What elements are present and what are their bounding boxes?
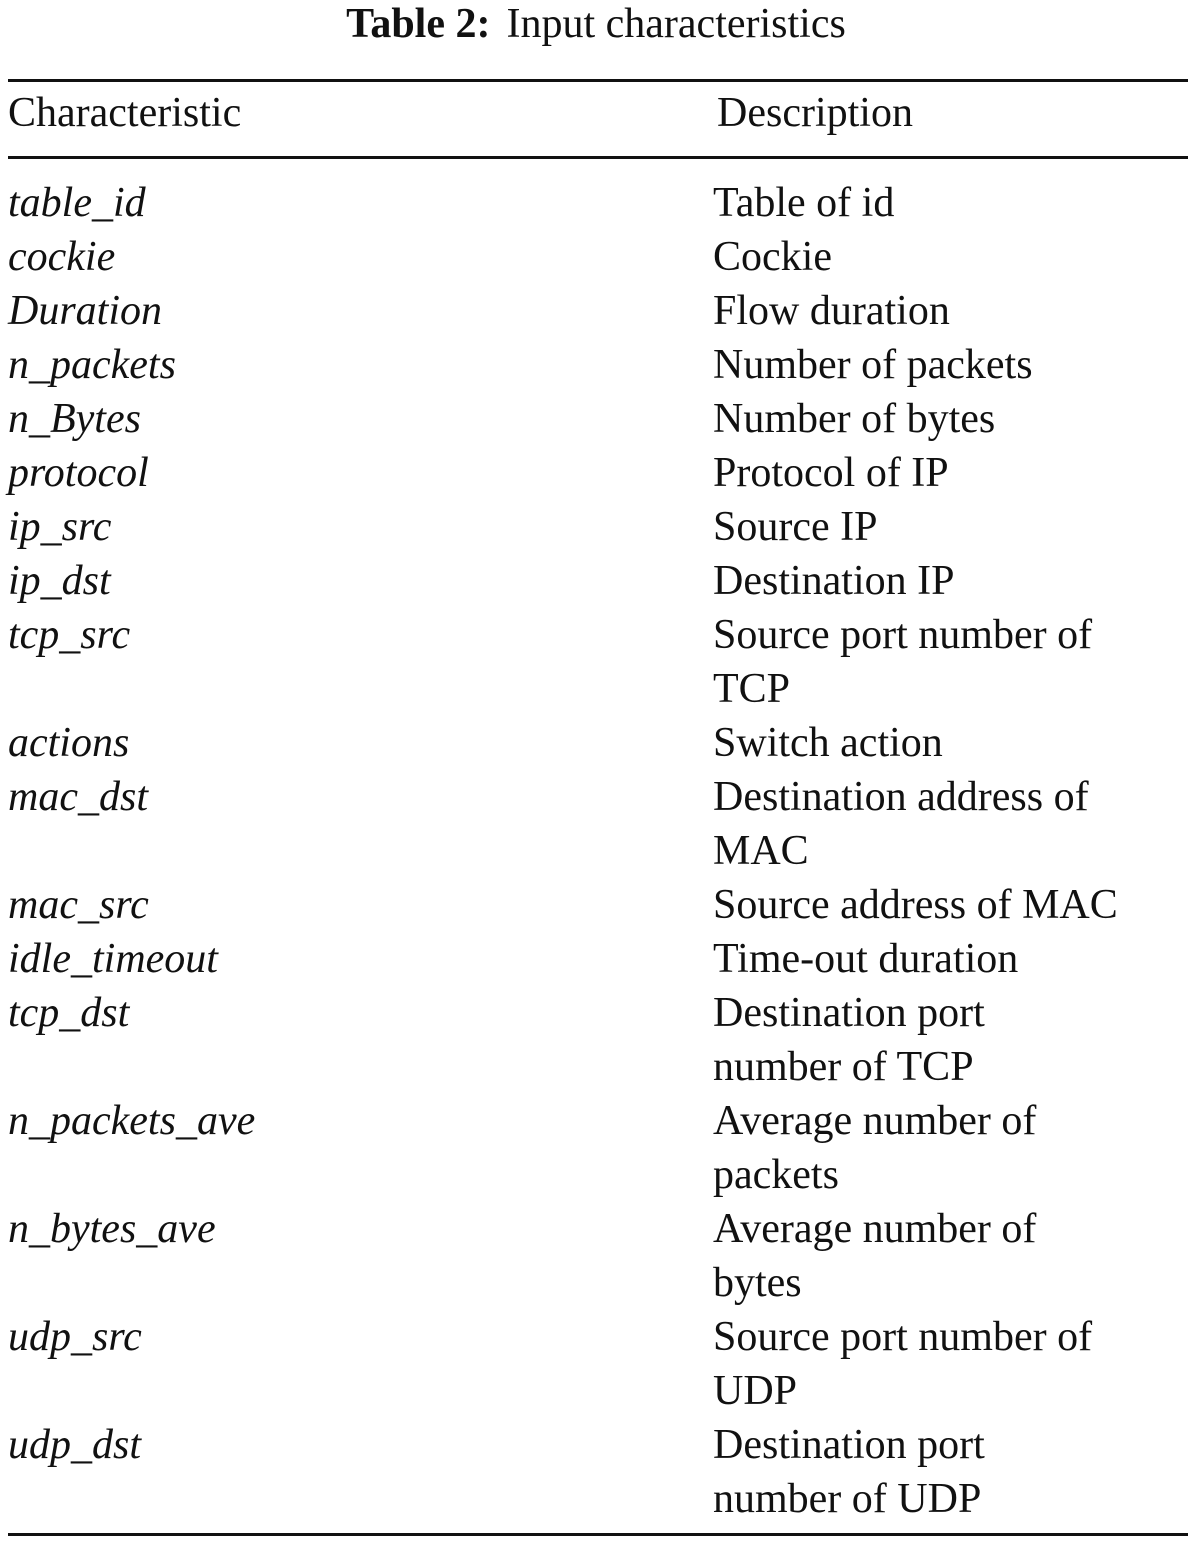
description-cell <box>713 932 1183 986</box>
description-line: Cockie <box>713 234 832 280</box>
description-line: packets <box>713 1152 839 1198</box>
table-body <box>8 176 1188 1526</box>
characteristic-cell: n_bytes_ave <box>8 1206 216 1252</box>
characteristic-cell: udp_dst <box>8 1422 142 1468</box>
description-cell <box>713 284 1183 338</box>
description-line: Protocol of IP <box>713 450 949 496</box>
table-row <box>8 1202 1188 1310</box>
characteristic-cell: tcp_src <box>8 612 131 658</box>
characteristic-cell: cockie <box>8 234 116 280</box>
description-line: Time-out duration <box>713 936 1019 982</box>
description-line: Source address of MAC <box>713 882 1118 928</box>
description-line: Number of bytes <box>713 396 996 442</box>
table-row <box>8 176 1188 230</box>
table-caption-text: Input characteristics <box>506 1 846 47</box>
table-row <box>8 500 1188 554</box>
table-caption <box>0 0 1192 48</box>
description-cell <box>713 608 1183 716</box>
description-cell <box>713 500 1183 554</box>
description-cell <box>713 392 1183 446</box>
description-line: Average number of <box>713 1206 1037 1252</box>
table-row <box>8 1418 1188 1526</box>
table-row <box>8 554 1188 608</box>
table-row <box>8 284 1188 338</box>
description-line: Average number of <box>713 1098 1037 1144</box>
characteristic-cell: Duration <box>8 288 163 334</box>
table-bottom-rule <box>8 1533 1188 1536</box>
description-line: Destination port <box>713 1422 985 1468</box>
table-header-rule <box>8 156 1188 159</box>
table-row <box>8 1094 1188 1202</box>
table-row <box>8 986 1188 1094</box>
characteristic-cell: ip_src <box>8 504 112 550</box>
table-caption-label: Table 2: <box>346 1 491 47</box>
description-cell <box>713 1310 1183 1418</box>
table-row <box>8 446 1188 500</box>
table-row <box>8 932 1188 986</box>
description-line: Source IP <box>713 504 878 550</box>
table-header <box>8 86 1188 140</box>
description-cell <box>713 986 1183 1094</box>
characteristic-cell: table_id <box>8 180 146 226</box>
table-row <box>8 608 1188 716</box>
characteristic-cell: n_Bytes <box>8 396 141 442</box>
characteristic-cell: protocol <box>8 450 149 496</box>
description-cell <box>713 716 1183 770</box>
description-line: TCP <box>713 666 791 712</box>
description-cell <box>713 230 1183 284</box>
table-row <box>8 716 1188 770</box>
description-cell <box>713 878 1183 932</box>
header-characteristic: Characteristic <box>8 90 242 136</box>
description-cell <box>713 1418 1183 1526</box>
characteristic-cell: idle_timeout <box>8 936 218 982</box>
description-line: Destination port <box>713 990 985 1036</box>
description-cell <box>713 770 1183 878</box>
description-line: Switch action <box>713 720 943 766</box>
description-line: bytes <box>713 1260 802 1306</box>
description-line: Table of id <box>713 180 895 226</box>
table-row <box>8 878 1188 932</box>
description-line: Destination IP <box>713 558 955 604</box>
description-line: Source port number of <box>713 612 1093 658</box>
description-cell <box>713 554 1183 608</box>
characteristic-cell: mac_dst <box>8 774 148 820</box>
description-line: Flow duration <box>713 288 950 334</box>
description-cell <box>713 176 1183 230</box>
characteristic-cell: udp_src <box>8 1314 142 1360</box>
description-line: number of TCP <box>713 1044 974 1090</box>
table-row <box>8 338 1188 392</box>
characteristic-cell: actions <box>8 720 130 766</box>
description-cell <box>713 1202 1183 1310</box>
table-row <box>8 770 1188 878</box>
description-cell <box>713 338 1183 392</box>
description-line: MAC <box>713 828 809 874</box>
description-line: UDP <box>713 1368 798 1414</box>
header-description: Description <box>717 90 913 136</box>
table-top-rule <box>8 79 1188 82</box>
characteristic-cell: mac_src <box>8 882 149 928</box>
description-cell <box>713 1094 1183 1202</box>
description-line: Source port number of <box>713 1314 1093 1360</box>
description-cell <box>713 446 1183 500</box>
table-row <box>8 230 1188 284</box>
table-row <box>8 1310 1188 1418</box>
description-line: number of UDP <box>713 1476 982 1522</box>
description-line: Destination address of <box>713 774 1089 820</box>
characteristic-cell: ip_dst <box>8 558 111 604</box>
characteristic-cell: tcp_dst <box>8 990 130 1036</box>
characteristic-cell: n_packets_ave <box>8 1098 256 1144</box>
description-line: Number of packets <box>713 342 1033 388</box>
characteristic-cell: n_packets <box>8 342 176 388</box>
table-row <box>8 392 1188 446</box>
